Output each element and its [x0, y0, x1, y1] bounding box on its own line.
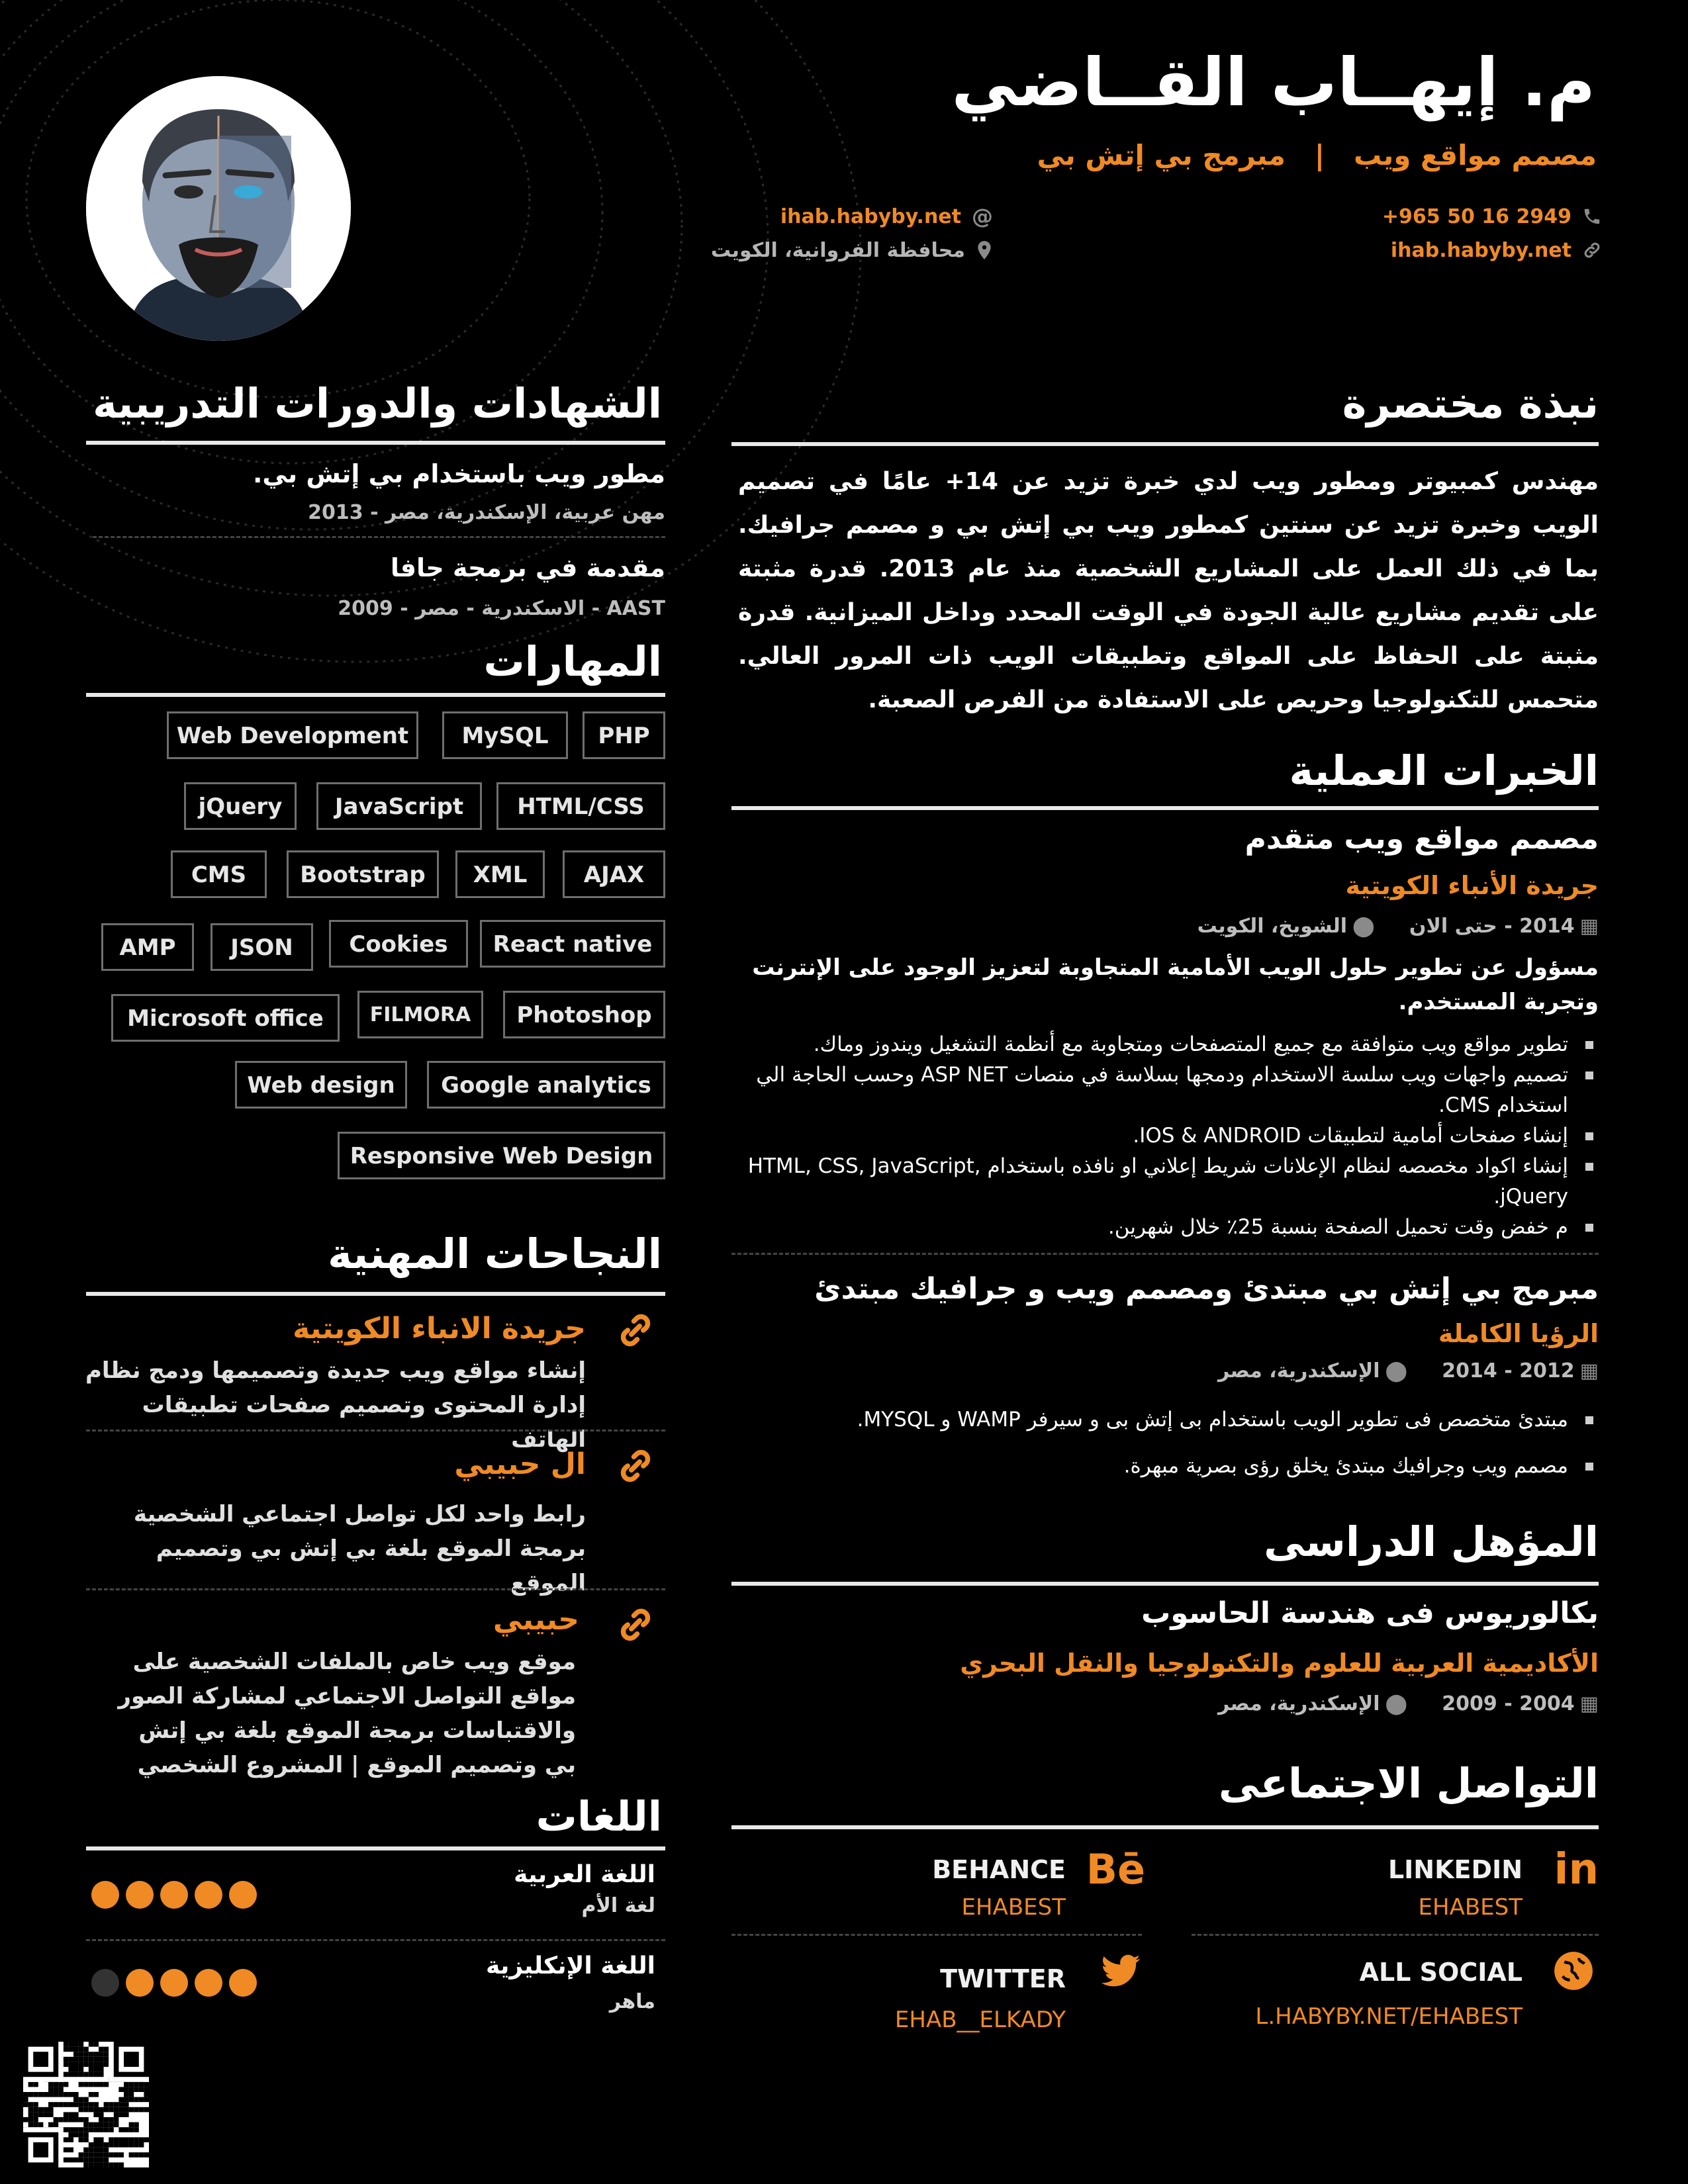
- education-place: الإسكندرية، مصر: [1217, 1692, 1380, 1715]
- language-divider: [86, 1939, 665, 1941]
- rating-dot: [160, 1969, 188, 1997]
- language-2-name: اللغة الإنكليزية: [486, 1952, 655, 1979]
- list-item: م خفض وقت تحميل الصفحة بنسبة 25٪ خلال شهرين.: [738, 1212, 1599, 1242]
- location-row: [711, 236, 993, 265]
- rating-dot: [91, 1969, 119, 1997]
- social-twitter-name[interactable]: TWITTER: [940, 1964, 1066, 1993]
- linkedin-icon[interactable]: in: [1554, 1845, 1599, 1894]
- skill-tag: XML: [455, 850, 545, 898]
- list-item: تطوير مواقع ويب متوافقة مع جميع المتصفحات ومتجاوبة مع أنظمة التشغيل ويندوز وماك.: [738, 1029, 1599, 1060]
- candidate-name: م. إيهــاب القــاضي: [951, 44, 1595, 121]
- language-1-rating: [91, 1881, 270, 1909]
- language-2-level: ماهر: [609, 1990, 655, 2013]
- job-1-title: مصمم مواقع ويب متقدم: [1244, 822, 1599, 856]
- skill-tag: React native: [480, 920, 665, 968]
- education-org: الأكاديمية العربية للعلوم والتكنولوجيا والنقل البحري: [960, 1649, 1599, 1678]
- social-divider-left: [731, 1934, 1142, 1936]
- education-rule: [731, 1582, 1599, 1586]
- list-item: مصمم ويب وجرافيك مبتدئ يخلق رؤى بصرية مبهرة.: [738, 1451, 1599, 1481]
- job-1-date: 2014 - حتى الان: [1409, 915, 1575, 938]
- job-1-meta: [1197, 913, 1599, 940]
- candidate-subtitle: مصمم مواقع ويب | مبرمج بي إتش بي: [1037, 139, 1597, 171]
- certificates-rule: [86, 441, 665, 445]
- cert-2-title: مقدمة في برمجة جافا: [390, 553, 665, 582]
- education-date: 2004 - 2009: [1442, 1692, 1575, 1715]
- avatar: [86, 76, 351, 341]
- job-divider: [731, 1253, 1599, 1255]
- social-heading: التواصل الاجتماعى: [1218, 1759, 1599, 1807]
- achievement-3-title: حبيبي: [492, 1603, 579, 1637]
- calendar-icon: ▦: [1579, 1359, 1599, 1383]
- rating-dot: [126, 1881, 154, 1909]
- skills-rule: [86, 693, 665, 697]
- skill-tag: jQuery: [184, 782, 297, 830]
- job-2-place: الإسكندرية، مصر: [1217, 1359, 1380, 1383]
- rating-dot: [126, 1969, 154, 1997]
- social-behance-name[interactable]: BEHANCE: [932, 1855, 1066, 1884]
- pin-icon: ⬤: [1385, 1692, 1408, 1715]
- social-all-name[interactable]: ALL SOCIAL: [1359, 1958, 1523, 1987]
- skill-tag: MySQL: [442, 711, 568, 759]
- rating-dot: [195, 1969, 222, 1997]
- at-icon: @: [972, 204, 993, 229]
- rating-dot: [91, 1881, 119, 1909]
- skill-tag: PHP: [583, 711, 665, 759]
- social-all-handle[interactable]: L.HABYBY.NET/EHABEST: [1255, 2003, 1523, 2030]
- job-1-org: جريدة الأنباء الكويتية: [1345, 871, 1599, 900]
- social-twitter-handle[interactable]: EHAB__ELKADY: [894, 2007, 1066, 2033]
- cert-divider: [93, 536, 665, 538]
- certificates-heading: الشهادات والدورات التدريبية: [93, 379, 662, 428]
- job-1-bullets: [738, 1029, 1599, 1242]
- calendar-icon: ▦: [1579, 915, 1599, 938]
- social-rule: [731, 1825, 1599, 1829]
- portrait-illustration: [86, 76, 351, 341]
- email-row: [780, 202, 993, 231]
- skill-tag: JavaScript: [316, 782, 482, 830]
- education-meta: [1218, 1691, 1599, 1717]
- job-2-meta: [1218, 1358, 1599, 1385]
- achievement-3-desc: موقع ويب خاص بالملفات الشخصية على مواقع التواصل الاجتماعي لمشاركة الصور والاقتباسات برمجة الموقع بلغة بي إتش بي وتصميم الموقع | المشروع الشخصي: [118, 1649, 576, 1778]
- pin-icon: ⬤: [1352, 915, 1375, 938]
- languages-rule: [86, 1846, 665, 1850]
- skill-tag: Microsoft office: [111, 994, 340, 1042]
- skill-tag: AMP: [101, 923, 194, 971]
- achievements-heading: النجاحات المهنية: [328, 1230, 662, 1278]
- job-2-org: الرؤيا الكاملة: [1438, 1319, 1599, 1348]
- phone-row: [1382, 202, 1602, 231]
- job-2-date: 2012 - 2014: [1442, 1359, 1575, 1383]
- list-item: مبتدئ متخصص فى تطوير الويب باستخدام بى إتش بى و سيرفر WAMP و MYSQL.: [738, 1404, 1599, 1435]
- social-linkedin-handle[interactable]: EHABEST: [1418, 1894, 1523, 1921]
- education-degree: بكالوريوس فى هندسة الحاسوب: [1141, 1596, 1599, 1630]
- social-divider-right: [1192, 1934, 1599, 1936]
- rating-dot: [195, 1881, 222, 1909]
- skill-tag: AJAX: [563, 850, 665, 898]
- rating-dot: [229, 1881, 257, 1909]
- education-heading: المؤهل الدراسى: [1264, 1518, 1599, 1566]
- twitter-icon[interactable]: [1100, 1954, 1142, 1991]
- pin-icon: ⬤: [1385, 1359, 1408, 1383]
- rating-dot: [229, 1969, 257, 1997]
- phone-text: +965 50 16 2949: [1382, 205, 1571, 228]
- job-2-title: مبرمج بي إتش بي مبتدئ ومصمم ويب و جرافيك مبتدئ: [814, 1272, 1599, 1306]
- skill-tag: JSON: [211, 923, 313, 971]
- skill-tag: Cookies: [329, 920, 468, 968]
- skill-tag: Bootstrap: [287, 850, 439, 898]
- achievement-1-desc: إنشاء مواقع ويب جديدة وتصميمها ودمج نظام إدارة المحتوى وتصميم صفحات تطبيقات الهاتف: [85, 1357, 586, 1453]
- website-text[interactable]: ihab.habyby.net: [1390, 238, 1571, 262]
- chain-link-icon: [616, 1310, 655, 1350]
- qr-code[interactable]: [23, 2042, 149, 2167]
- achievements-rule: [86, 1292, 665, 1296]
- achievement-divider: [86, 1588, 665, 1590]
- achievement-2-title: ال حبيبي: [454, 1447, 586, 1481]
- skill-tag: Google analytics: [427, 1061, 665, 1109]
- skill-tag: FILMORA: [357, 991, 483, 1038]
- social-linkedin-name[interactable]: LINKEDIN: [1387, 1855, 1523, 1884]
- list-item: تصميم واجهات ويب سلسة الاستخدام ودمجها بسلاسة في منصات ASP NET وحسب الحاجة الي استخدام CMS.: [738, 1060, 1599, 1120]
- chain-link-icon: [616, 1605, 655, 1645]
- skill-tag: Web Development: [167, 711, 418, 759]
- experience-rule: [731, 806, 1599, 810]
- summary-heading: نبذة مختصرة: [1342, 379, 1599, 428]
- cert-1-title: مطور ويب باستخدام بي إتش بي.: [252, 459, 665, 488]
- skills-heading: المهارات: [483, 637, 662, 686]
- website-row: [1391, 236, 1602, 265]
- pin-icon: [976, 240, 993, 260]
- skill-tag: Photoshop: [503, 991, 665, 1038]
- link-icon: [1582, 240, 1602, 260]
- summary-text: مهندس كمبيوتر ومطور ويب لدي خبرة تزيد عن 14+ عامًا في تصميم الويب وخبرة تزيد عن سنتين كمطور ويب بي إتش بي و مصمم جرافيك. بما في ذلك العمل على المشاريع الشخصية منذ عام 2013. قدرة مثبتة على تقديم مشاريع عالية الجودة في الوقت المحدد وداخل الميزانية. قدرة مثبتة على الحفاظ على المواقع وتطبيقات الويب ذات المرور العالي. متحمس للتكنولوجيا وحريص على الاستفادة من الفرص الصعبة.: [738, 468, 1599, 713]
- skill-tag: CMS: [171, 850, 267, 898]
- experience-heading: الخبرات العملية: [1289, 747, 1599, 795]
- languages-heading: اللغات: [536, 1792, 662, 1841]
- skill-tag: HTML/CSS: [496, 782, 665, 830]
- job-2-bullets: [738, 1404, 1599, 1481]
- achievement-1-title: جريدة الانباء الكويتية: [293, 1312, 586, 1345]
- achievement-2-desc: رابط واحد لكل تواصل اجتماعي الشخصية برمجة الموقع بلغة بي إتش بي وتصميم الموقع: [133, 1501, 586, 1596]
- email-text[interactable]: ihab.habyby.net: [780, 205, 961, 228]
- skill-tag: Web design: [235, 1061, 407, 1109]
- language-2-rating: [91, 1969, 270, 1997]
- list-item: إنشاء صفحات أمامية لتطبيقات IOS & ANDROID.: [738, 1120, 1599, 1151]
- summary-rule: [731, 442, 1599, 446]
- rating-dot: [160, 1881, 188, 1909]
- job-1-place: الشويخ، الكويت: [1197, 915, 1348, 938]
- achievement-divider: [86, 1430, 665, 1432]
- cert-2-meta: AAST - الاسكندرية - مصر - 2009: [338, 597, 665, 620]
- list-item: إنشاء اكواد مخصصه لنظام الإعلانات شريط إعلاني او نافذه باستخدام HTML, CSS, JavaScript, jQuery.: [738, 1151, 1599, 1212]
- language-1-name: اللغة العربية: [514, 1861, 655, 1888]
- language-1-level: لغة الأم: [581, 1894, 655, 1917]
- calendar-icon: ▦: [1579, 1692, 1599, 1715]
- skill-tag: Responsive Web Design: [338, 1132, 665, 1179]
- phone-icon: [1582, 206, 1602, 226]
- location-text: محافظة الفروانية، الكويت: [710, 238, 965, 262]
- behance-icon[interactable]: Bē: [1086, 1845, 1145, 1893]
- globe-icon[interactable]: [1552, 1949, 1595, 1993]
- chain-link-icon: [616, 1446, 655, 1486]
- social-behance-handle[interactable]: EHABEST: [961, 1894, 1066, 1921]
- job-1-desc: مسؤول عن تطوير حلول الويب الأمامية المتجاوبة لتعزيز الوجود على الإنترنت وتجربة المستخدم.: [752, 954, 1599, 1015]
- cert-1-meta: مهن عربية، الإسكندرية، مصر - 2013: [308, 501, 665, 524]
